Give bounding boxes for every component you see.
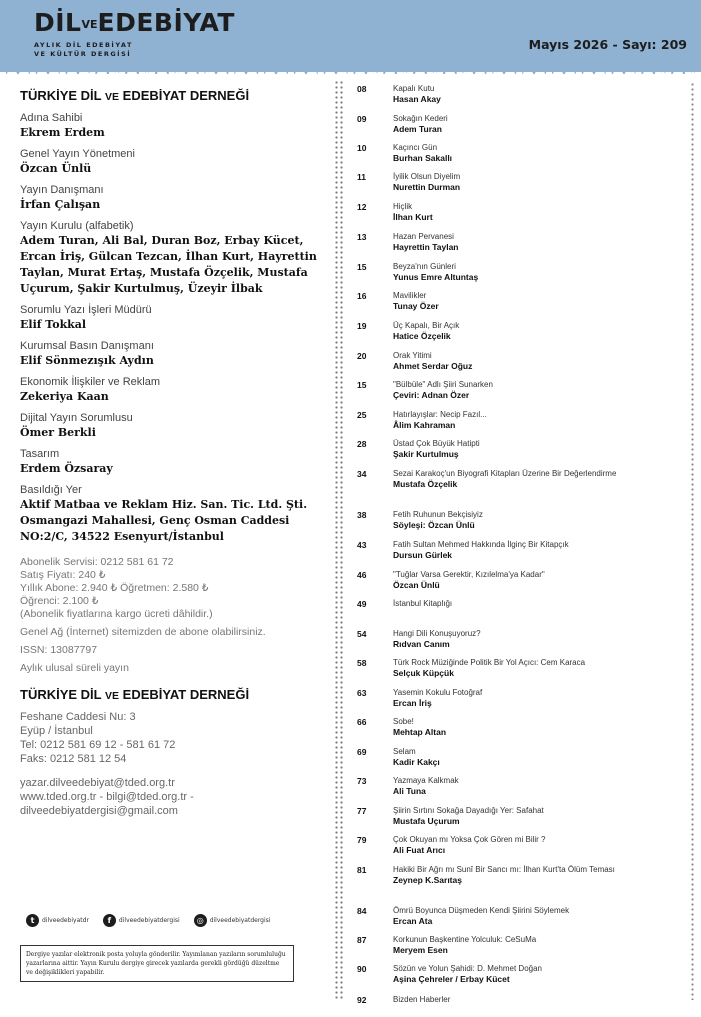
subscription-line: Satış Fiyatı: 240 ₺ <box>20 569 106 581</box>
association-name: TÜRKİYE DİL VE EDEBİYAT DERNEĞİ <box>20 88 250 103</box>
toc-text <box>393 84 678 105</box>
toc-title: İstanbul Kitaplığı <box>393 599 453 608</box>
toc-page-number: 20 <box>357 351 367 361</box>
toc-text <box>393 776 678 797</box>
masthead-role <box>20 483 320 545</box>
toc-text <box>393 570 678 591</box>
masthead-role <box>20 375 320 405</box>
toc-author: Yunus Emre Altuntaş <box>393 272 479 282</box>
toc-title: Türk Rock Müziğinde Politik Bir Yol Açıcı: Cem Karaca <box>393 658 586 667</box>
toc-author: Rıdvan Canım <box>393 639 450 649</box>
toc-text <box>393 291 678 312</box>
subscription-line: (Abonelik fiyatlarına kargo ücreti dâhildir.) <box>20 608 213 620</box>
toc-text <box>393 806 678 827</box>
toc-page-number: 16 <box>357 291 367 301</box>
social-handle: dilveedebiyatdergisi <box>118 917 180 924</box>
association-name-footer: TÜRKİYE DİL VE EDEBİYAT DERNEĞİ <box>20 687 250 702</box>
toc-page-number: 15 <box>357 380 367 390</box>
toc-title: Orak Yitimi <box>393 351 432 360</box>
subscription-info <box>20 556 320 621</box>
toc-page-number: 08 <box>357 84 367 94</box>
toc-title: Ömrü Boyunca Düşmeden Kendi Şiirini Söylemek <box>393 906 570 915</box>
toc-text <box>393 935 678 956</box>
toc-page-number: 15 <box>357 262 367 272</box>
toc-title: Hiçlik <box>393 202 413 211</box>
toc-author: Hatice Özçelik <box>393 331 451 341</box>
toc-text <box>393 629 678 650</box>
toc-text <box>393 410 678 431</box>
masthead-role <box>20 147 320 177</box>
toc-title: Kapalı Kutu <box>393 84 435 93</box>
toc-page-number: 25 <box>357 410 367 420</box>
facebook-icon: f <box>103 914 116 927</box>
role-value: İrfan Çalışan <box>20 198 101 211</box>
toc-title: Çok Okuyan mı Yoksa Çok Gören mi Bilir ? <box>393 835 546 844</box>
address-line: Feshane Caddesi Nu: 3 <box>20 711 136 723</box>
toc-author: Ercan İriş <box>393 698 432 708</box>
toc-page-number: 13 <box>357 232 367 242</box>
toc-page-number: 19 <box>357 321 367 331</box>
toc-text <box>393 835 678 856</box>
social-item <box>26 914 89 927</box>
masthead-role <box>20 219 320 297</box>
toc-text <box>393 995 678 1005</box>
toc-page-number: 73 <box>357 776 367 786</box>
toc-page-number: 54 <box>357 629 367 639</box>
toc-text <box>393 380 678 401</box>
toc-title: Yazmaya Kalkmak <box>393 776 459 785</box>
toc-author: Dursun Gürlek <box>393 550 453 560</box>
toc-page-number: 69 <box>357 747 367 757</box>
toc-author: Meryem Esen <box>393 945 448 955</box>
toc-text <box>393 599 678 609</box>
toc-author: Söyleşi: Özcan Ünlü <box>393 520 475 530</box>
toc-page-number: 49 <box>357 599 367 609</box>
social-handle: dilveedebiyatdr <box>42 917 89 924</box>
role-label: Basıldığı Yer <box>20 484 82 496</box>
toc-text <box>393 143 678 164</box>
role-label: Dijital Yayın Sorumlusu <box>20 412 133 424</box>
right-border <box>690 82 696 1000</box>
toc-page-number: 63 <box>357 688 367 698</box>
address-line: Tel: 0212 581 69 12 - 581 61 72 <box>20 739 176 751</box>
editorial-notice: Dergiye yazılar elektronik posta yoluyla gönderilir. Yayımlanan yazıların sorumluluğu yazarlarına aittir. Yayın Kurulu dergiye girecek yazılarda gerekli gördüğü düzeltme ve değişiklikleri yapabilir. <box>20 945 294 982</box>
social-handle: dilveedebiyatdergisi <box>209 917 271 924</box>
toc-text <box>393 469 678 490</box>
toc-page-number: 10 <box>357 143 367 153</box>
toc-author: Ali Fuat Arıcı <box>393 845 446 855</box>
toc-page-number: 84 <box>357 906 367 916</box>
toc-text <box>393 114 678 135</box>
toc-title: Kaçıncı Gün <box>393 143 438 152</box>
role-value: Özcan Ünlü <box>20 162 92 175</box>
toc-title: Selam <box>393 747 416 756</box>
toc-title: Beyza'nın Günleri <box>393 262 456 271</box>
social-item <box>194 914 271 927</box>
masthead-role <box>20 411 320 441</box>
toc-page-number: 87 <box>357 935 367 945</box>
toc-author: Hayrettin Taylan <box>393 242 459 252</box>
toc-title: Sözün ve Yolun Şahidi: D. Mehmet Doğan <box>393 964 542 973</box>
masthead-role <box>20 339 320 369</box>
toc-text <box>393 351 678 372</box>
toc-page-number: 43 <box>357 540 367 550</box>
magazine-logo: DİLVEEDEBİYAT <box>34 8 235 37</box>
toc-title: Yasemin Kokulu Fotoğraf <box>393 688 483 697</box>
toc-page-number: 79 <box>357 835 367 845</box>
toc-author: Hasan Akay <box>393 94 441 104</box>
social-links <box>26 914 276 927</box>
toc-author: İlhan Kurt <box>393 212 433 222</box>
toc-page-number: 81 <box>357 865 367 875</box>
toc-title: Fatih Sultan Mehmed Hakkında İlginç Bir Kitapçık <box>393 540 569 549</box>
toc-text <box>393 321 678 342</box>
toc-author: Âlim Kahraman <box>393 420 456 430</box>
role-label: Adına Sahibi <box>20 112 83 124</box>
toc-title: Üç Kapalı, Bir Açık <box>393 321 460 330</box>
toc-title: Hakiki Bir Ağrı mı Sunî Bir Sancı mı: İlhan Kurt'ta Ölüm Teması <box>393 865 615 874</box>
role-label: Ekonomik İlişkiler ve Reklam <box>20 376 160 388</box>
toc-text <box>393 658 678 679</box>
toc-text <box>393 232 678 253</box>
toc-text <box>393 865 678 886</box>
twitter-icon: t <box>26 914 39 927</box>
toc-author: Ali Tuna <box>393 786 426 796</box>
toc-author: Mustafa Uçurum <box>393 816 460 826</box>
masthead <box>20 88 320 818</box>
role-value: Zekeriya Kaan <box>20 390 109 403</box>
toc-title: Hazan Pervanesi <box>393 232 454 241</box>
role-value: Erdem Özsaray <box>20 462 113 475</box>
toc-title: Hangi Dili Konuşuyoruz? <box>393 629 481 638</box>
toc-page-number: 12 <box>357 202 367 212</box>
toc-author: Çeviri: Adnan Özer <box>393 390 470 400</box>
role-value: Elif Sönmezışık Aydın <box>20 354 154 367</box>
toc-text <box>393 262 678 283</box>
web-subscription-note: Genel Ağ (İnternet) sitemizden de abone olabilirsiniz. <box>20 626 266 638</box>
email-line: yazar.dilveedebiyat@tded.org.tr <box>20 777 175 789</box>
toc-title: Üstad Çok Büyük Hatipti <box>393 439 480 448</box>
publication-period: Aylık ulusal süreli yayın <box>20 662 129 674</box>
column-divider <box>334 80 344 1000</box>
header-banner <box>0 0 701 74</box>
toc-title: "Tuğlar Varsa Gerektir, Kızılelma'ya Kadar" <box>393 570 545 579</box>
toc-title: Mavilikler <box>393 291 427 300</box>
issue-info: Mayıs 2026 - Sayı: 209 <box>528 37 687 52</box>
toc-title: "Bülbüle" Adlı Şiiri Sunarken <box>393 380 493 389</box>
toc-title: Sobe! <box>393 717 414 726</box>
toc-text <box>393 717 678 738</box>
banner-perforated-edge <box>0 70 701 74</box>
toc-title: Korkunun Başkentine Yolculuk: CeSuMa <box>393 935 537 944</box>
address-line: Faks: 0212 581 12 54 <box>20 753 127 765</box>
toc-author: Nurettin Durman <box>393 182 461 192</box>
toc-title: Fetih Ruhunun Bekçisiyiz <box>393 510 483 519</box>
role-label: Yayın Kurulu (alfabetik) <box>20 220 134 232</box>
toc-author: Ercan Ata <box>393 916 433 926</box>
toc-page-number: 92 <box>357 995 367 1005</box>
toc-text <box>393 202 678 223</box>
toc-text <box>393 439 678 460</box>
subscription-line: Öğrenci: 2.100 ₺ <box>20 595 99 607</box>
role-value: Elif Tokkal <box>20 318 87 331</box>
masthead-role <box>20 183 320 213</box>
toc-author: Adem Turan <box>393 124 442 134</box>
toc-page-number: 28 <box>357 439 367 449</box>
toc-page-number: 66 <box>357 717 367 727</box>
toc-text <box>393 747 678 768</box>
toc-title: Hatırlayışlar: Necip Fazıl... <box>393 410 487 419</box>
magazine-tagline: AYLIK DİL EDEBİYAT VE KÜLTÜR DERGİSİ <box>34 41 133 58</box>
address-line: Eyüp / İstanbul <box>20 725 93 737</box>
toc-text <box>393 540 678 561</box>
email-line: www.tded.org.tr - bilgi@tded.org.tr - <box>20 791 194 803</box>
toc-author: Zeynep K.Sarıtaş <box>393 875 462 885</box>
toc-author: Ahmet Serdar Oğuz <box>393 361 473 371</box>
role-label: Sorumlu Yazı İşleri Müdürü <box>20 304 152 316</box>
role-value: Adem Turan, Ali Bal, Duran Boz, Erbay Kücet, Ercan İriş, Gülcan Tezcan, İlhan Kurt, Hayrettin Taylan, Murat Ertaş, Mustafa Özçelik, Mustafa Uçurum, Şakir Kurtulmuş, Üzeyir İlbak <box>20 234 317 295</box>
toc-author: Mehtap Altan <box>393 727 447 737</box>
role-label: Genel Yayın Yönetmeni <box>20 148 135 160</box>
toc-text <box>393 688 678 709</box>
toc-page-number: 58 <box>357 658 367 668</box>
toc-text <box>393 172 678 193</box>
contact-emails <box>20 776 320 818</box>
masthead-role <box>20 303 320 333</box>
toc-title: Sezai Karakoç'un Biyografi Kitapları Üzerine Bir Değerlendirme <box>393 469 617 478</box>
toc-page-number: 77 <box>357 806 367 816</box>
toc-page-number: 34 <box>357 469 367 479</box>
masthead-roles <box>20 111 320 545</box>
toc-page-number: 38 <box>357 510 367 520</box>
toc-text <box>393 510 678 531</box>
toc-text <box>393 906 678 927</box>
toc-author: Şakir Kurtulmuş <box>393 449 459 459</box>
toc-title: Bizden Haberler <box>393 995 451 1004</box>
role-label: Kurumsal Basın Danışmanı <box>20 340 154 352</box>
subscription-line: Abonelik Servisi: 0212 581 61 72 <box>20 556 174 568</box>
social-item <box>103 914 180 927</box>
toc-author: Mustafa Özçelik <box>393 479 458 489</box>
email-line: dilveedebiyatdergisi@gmail.com <box>20 805 178 817</box>
toc-author: Burhan Sakallı <box>393 153 453 163</box>
toc-title: Şiirin Sırtını Sokağa Dayadığı Yer: Safahat <box>393 806 544 815</box>
toc-author: Aşina Çehreler / Erbay Kücet <box>393 974 510 984</box>
toc-author: Kadir Kakçı <box>393 757 440 767</box>
toc-page-number: 11 <box>357 172 366 182</box>
toc-page-number: 09 <box>357 114 367 124</box>
toc-page-number: 90 <box>357 964 367 974</box>
association-address <box>20 710 320 766</box>
issn: ISSN: 13087797 <box>20 644 98 656</box>
role-value: Aktif Matbaa ve Reklam Hiz. San. Tic. Ltd. Şti. Osmangazi Mahallesi, Genç Osman Caddesi NO:2/C, 34522 Esenyurt/İstanbul <box>20 498 308 543</box>
toc-title: İyilik Olsun Diyelim <box>393 172 461 181</box>
masthead-role <box>20 111 320 141</box>
role-value: Ekrem Erdem <box>20 126 105 139</box>
toc-author: Tunay Özer <box>393 301 439 311</box>
role-label: Tasarım <box>20 448 60 460</box>
toc-text <box>393 964 678 985</box>
role-value: Ömer Berkli <box>20 426 96 439</box>
instagram-icon: ◎ <box>194 914 207 927</box>
role-label: Yayın Danışmanı <box>20 184 104 196</box>
toc-author: Selçuk Küpçük <box>393 668 454 678</box>
subscription-line: Yıllık Abone: 2.940 ₺ Öğretmen: 2.580 ₺ <box>20 582 209 594</box>
toc-page-number: 46 <box>357 570 367 580</box>
toc-title: Sokağın Kederi <box>393 114 448 123</box>
masthead-role <box>20 447 320 477</box>
toc-author: Özcan Ünlü <box>393 580 440 590</box>
